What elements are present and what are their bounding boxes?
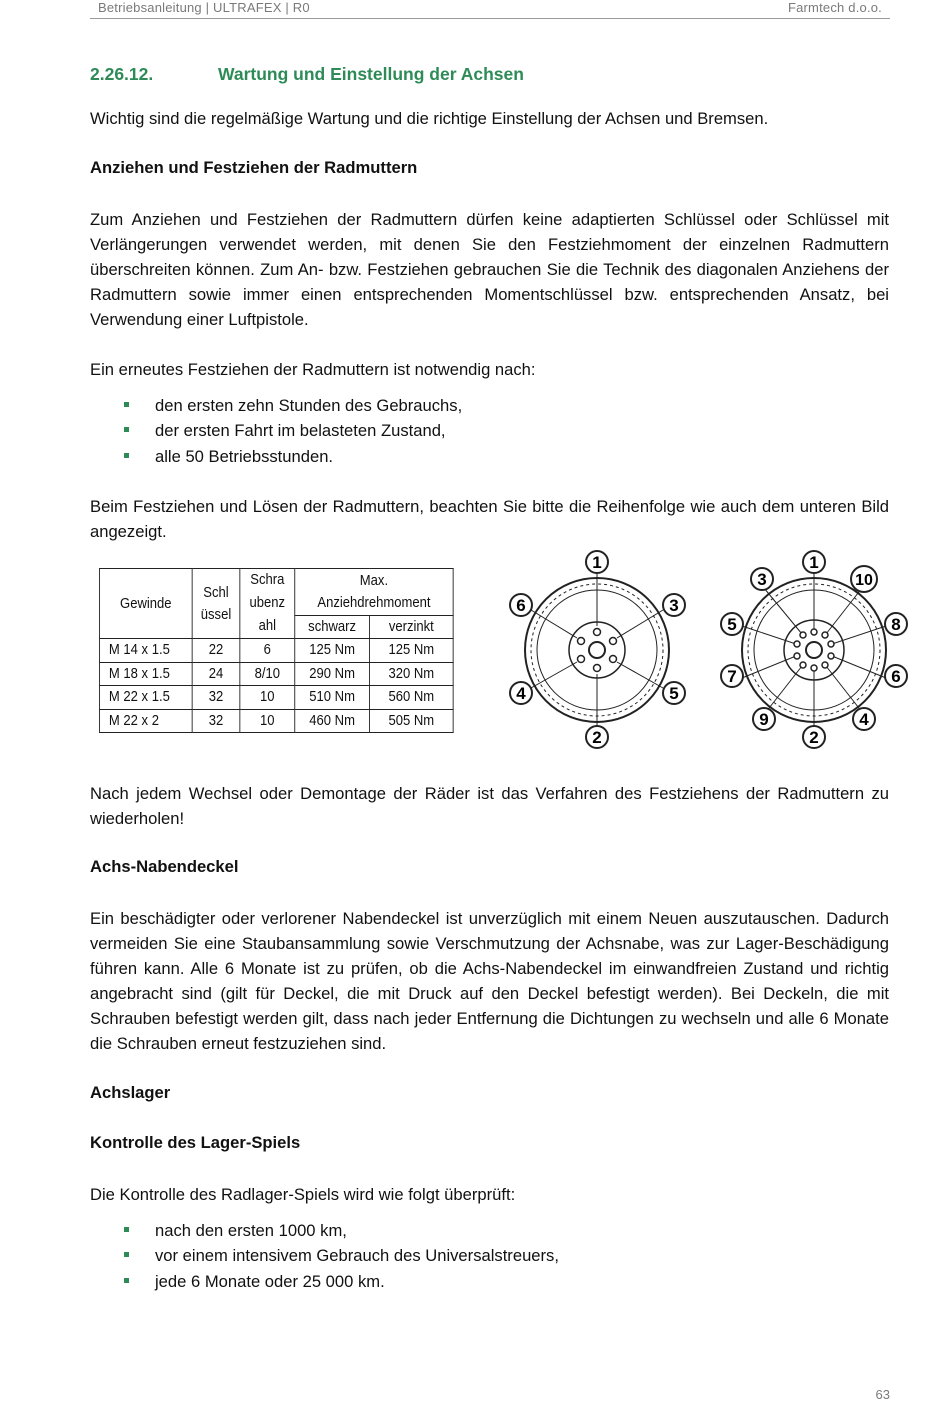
table-cell: 290 Nm <box>295 662 370 686</box>
sequence-badge <box>721 665 743 687</box>
hub-center <box>806 642 822 658</box>
wheel-10-nut-diagram <box>716 548 914 753</box>
sequence-badge <box>663 682 685 704</box>
list-item: den ersten zehn Stunden des Gebrauchs, <box>122 393 462 418</box>
nuts-paragraph: Zum Anziehen und Festziehen der Radmuttern dürfen keine adaptierten Schlüssel oder Schlüssel mit Verlängerungen verwendet werden, mit denen Sie den Festziehmoment der einzelnen Radmuttern überschreiten können. Zum An- bzw. Festziehen gebrauchen Sie die Technik des diagonalen Anziehens der Radmuttern sowie immer einen entsprechenden Momentschlüssel bzw. entsprechenden Ansatz, bei Verwendung einer Luftpistole. <box>90 210 889 329</box>
table-cell: 505 Nm <box>369 709 453 733</box>
list-item: vor einem intensivem Gebrauch des Universalstreuers, <box>122 1243 559 1268</box>
table-row <box>99 686 453 710</box>
table-cell: 460 Nm <box>295 709 370 733</box>
hub-cap-paragraph: Ein beschädigter oder verlorener Nabendeckel ist unverzüglich mit einem Neuen auszutauschen. Dadurch vermeiden Sie eine Staubansammlung sowie Verschmutzung der Achsnabe, was zur Lager-Beschädigung führen kann. Alle 6 Monate ist zu prüfen, ob die Achs-Nabendeckel im einwandfreien Zustand und richtig angebracht sind (gilt für Deckel, die mit Druck auf den Deckel befestigt werden). Bei Deckeln, die mit Schrauben befestigt werden gilt, dass nach jeder Entfernung die Dichtungen zu wechseln und alle 6 Monate die Schrauben erneut festzuziehen sind. <box>90 909 889 1053</box>
table-cell: 24 <box>192 662 240 686</box>
table-row <box>99 639 453 663</box>
table-cell: 510 Nm <box>295 686 370 710</box>
header-gewinde: Gewinde <box>99 569 192 639</box>
bearing-paragraph: Die Kontrolle des Radlager-Spiels wird wie folgt überprüft: <box>90 1185 516 1204</box>
leader-lines <box>742 572 886 728</box>
table-cell: 125 Nm <box>369 639 453 663</box>
sequence-number: 1 <box>592 553 602 572</box>
sequence-number: 1 <box>809 553 819 572</box>
bearing-check-list <box>122 1218 559 1294</box>
sequence-badge <box>885 665 907 687</box>
sequence-number: 6 <box>516 596 526 615</box>
table-cell: 560 Nm <box>369 686 453 710</box>
hub-center <box>589 642 605 658</box>
sequence-badge <box>803 726 825 748</box>
nuts-heading: Anziehen und Festziehen der Radmuttern <box>90 158 418 177</box>
sequence-badge <box>586 726 608 748</box>
sequence-badge <box>721 613 743 635</box>
sequence-badge <box>753 708 775 730</box>
table-cell: 32 <box>192 709 240 733</box>
sequence-number: 4 <box>516 684 526 703</box>
sequence-badge <box>510 682 532 704</box>
retighten-intro: Ein erneutes Festziehen der Radmuttern ist notwendig nach: <box>90 360 536 379</box>
sequence-number: 6 <box>891 667 901 686</box>
section-number: 2.26.12. <box>90 64 154 84</box>
table-row <box>99 662 453 686</box>
page-number: 63 <box>875 1387 890 1402</box>
table-cell: 22 <box>192 639 240 663</box>
wheel-6-nut-diagram <box>505 548 690 753</box>
sequence-badge <box>803 551 825 573</box>
table-row <box>99 709 453 733</box>
page-header <box>90 0 890 19</box>
nut-holes <box>794 629 834 671</box>
table-cell: 125 Nm <box>295 639 370 663</box>
sequence-number: 8 <box>891 615 901 634</box>
header-verzinkt: verzinkt <box>369 615 453 639</box>
table-cell: M 18 x 1.5 <box>99 662 192 686</box>
bearing-play-heading: Kontrolle des Lager-Spiels <box>90 1133 301 1152</box>
sequence-badge <box>663 594 685 616</box>
list-item: der ersten Fahrt im belasteten Zustand, <box>122 418 462 443</box>
section-heading <box>90 64 524 85</box>
sequence-number: 2 <box>809 728 819 747</box>
sequence-number: 2 <box>592 728 602 747</box>
sequence-number: 3 <box>757 570 767 589</box>
table-cell: 32 <box>192 686 240 710</box>
sequence-badge <box>853 708 875 730</box>
sequence-number: 4 <box>859 710 869 729</box>
list-item: nach den ersten 1000 km, <box>122 1218 559 1243</box>
intro-paragraph: Wichtig sind die regelmäßige Wartung und die richtige Einstellung der Achsen und Bremsen. <box>90 109 769 128</box>
header-company: Farmtech d.o.o. <box>787 0 882 15</box>
sequence-number: 7 <box>727 667 737 686</box>
bearing-heading: Achslager <box>90 1083 171 1102</box>
list-item: jede 6 Monate oder 25 000 km. <box>122 1269 559 1294</box>
retighten-list <box>122 393 462 469</box>
sequence-number: 9 <box>759 710 769 729</box>
repeat-procedure-paragraph: Nach jedem Wechsel oder Demontage der Räder ist das Verfahren des Festziehens der Radmuttern zu wiederholen! <box>90 784 889 828</box>
sequence-badge <box>510 594 532 616</box>
sequence-badge <box>851 566 877 592</box>
sequence-badge <box>586 551 608 573</box>
sequence-number: 3 <box>669 596 679 615</box>
table-cell: 320 Nm <box>369 662 453 686</box>
sequence-number: 10 <box>855 572 873 589</box>
header-schraubenzahl: Schra ubenz ahl <box>240 569 295 639</box>
sequence-number: 5 <box>727 615 737 634</box>
table-cell: M 22 x 1.5 <box>99 686 192 710</box>
header-document-title: Betriebsanleitung | ULTRAFEX | R0 <box>98 0 310 15</box>
header-max-torque: Max. Anziehdrehmoment <box>295 569 453 616</box>
list-item: alle 50 Betriebsstunden. <box>122 444 462 469</box>
sequence-badge <box>751 568 773 590</box>
table-cell: 6 <box>240 639 295 663</box>
table-cell: 10 <box>240 686 295 710</box>
sequence-badge <box>885 613 907 635</box>
header-schluessel: Schl üssel <box>192 569 240 639</box>
section-title: Wartung und Einstellung der Achsen <box>218 64 524 84</box>
table-cell: M 22 x 2 <box>99 709 192 733</box>
table-cell: M 14 x 1.5 <box>99 639 192 663</box>
sequence-paragraph: Beim Festziehen und Lösen der Radmuttern, beachten Sie bitte die Reihenfolge wie auch dem unteren Bild angezeigt. <box>90 497 889 541</box>
nut-holes <box>578 629 617 672</box>
header-schwarz: schwarz <box>295 615 370 639</box>
torque-table <box>99 568 454 733</box>
sequence-number: 5 <box>669 684 679 703</box>
table-cell: 8/10 <box>240 662 295 686</box>
hub-cap-heading: Achs-Nabendeckel <box>90 857 239 876</box>
table-cell: 10 <box>240 709 295 733</box>
